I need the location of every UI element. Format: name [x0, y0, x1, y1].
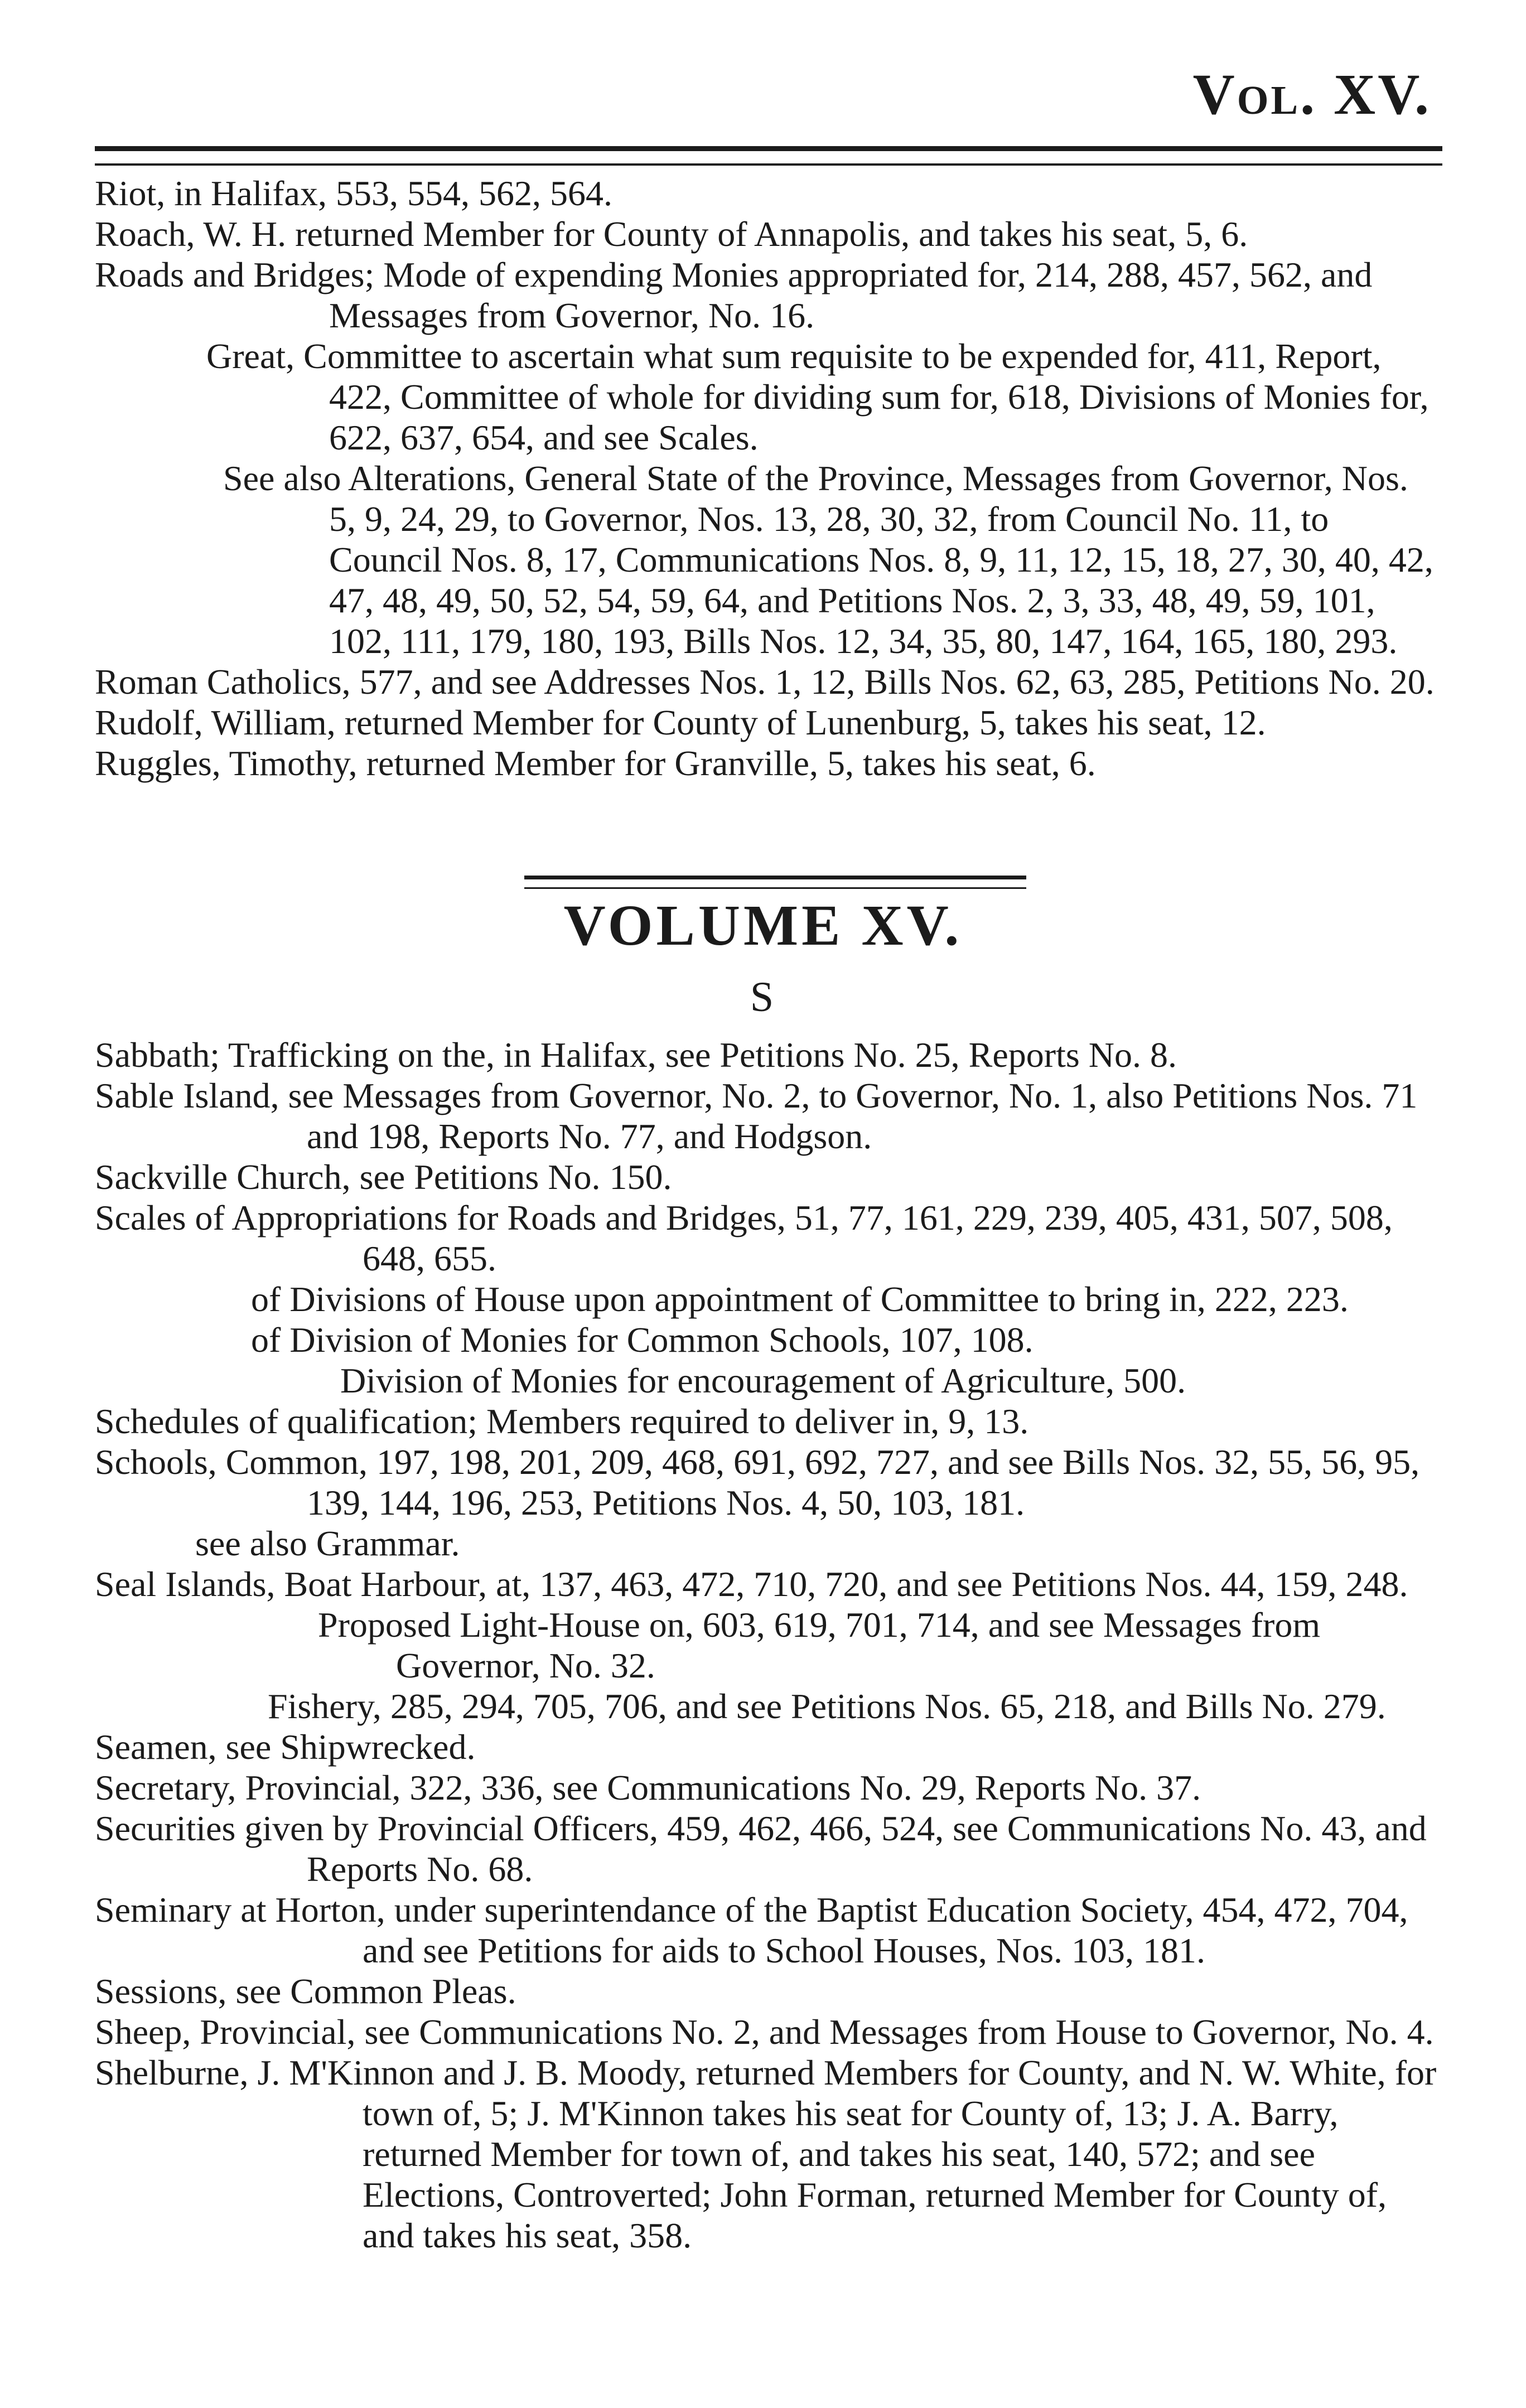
letter-heading: S: [750, 974, 776, 1021]
index-entry-shelburne: Shelburne, J. M'Kinnon and J. B. Moody, returned Members for County, and N. W. White, for town of, 5; J. M'Kinnon takes his seat for County of, 13; J. A. Barry, returned Member for town of, and takes his seat, 140, 572; and see Elections, Controverted; John Forman, returned Member for County of, and takes his seat, 358.: [95, 2053, 1437, 2255]
index-entry-scales: Scales of Appropriations for Roads and Bridges, 51, 77, 161, 229, 239, 405, 431, 507, 508, 648, 655.: [95, 1198, 1393, 1278]
index-entry-seminary: Seminary at Horton, under superintendance of the Baptist Education Society, 454, 472, 704, and see Petitions for aids to School Houses, Nos. 103, 181.: [95, 1890, 1408, 1970]
index-entry-seamen: Seamen, see Shipwrecked.: [95, 1727, 476, 1767]
index-entry-sable-island: Sable Island, see Messages from Governor, No. 2, to Governor, No. 1, also Petitions Nos. 71 and 198, Reports No. 77, and Hodgson.: [95, 1076, 1418, 1156]
index-entry-ruggles: Ruggles, Timothy, returned Member for Granville, 5, takes his seat, 6.: [95, 743, 1096, 783]
index-entry-rudolf: Rudolf, William, returned Member for County of Lunenburg, 5, takes his seat, 12.: [95, 703, 1266, 742]
index-entry-seal-islands: Seal Islands, Boat Harbour, at, 137, 463, 472, 710, 720, and see Petitions Nos. 44, 159, 248.: [95, 1564, 1408, 1604]
s-entries: [95, 1034, 1442, 2256]
index-entry-roman-catholics: Roman Catholics, 577, and see Addresses Nos. 1, 12, Bills Nos. 62, 63, 285, Petitions No. 20.: [95, 662, 1435, 702]
index-entry-sheep: Sheep, Provincial, see Communications No. 2, and Messages from House to Governor, No. 4.: [95, 2012, 1434, 2052]
index-entry-securities: Securities given by Provincial Officers, 459, 462, 466, 524, see Communications No. 43, and Reports No. 68.: [95, 1809, 1427, 1889]
index-entry-riot: Riot, in Halifax, 553, 554, 562, 564.: [95, 173, 612, 213]
volume-divider-rule: [524, 876, 1026, 889]
index-entry-schools: Schools, Common, 197, 198, 201, 209, 468, 691, 692, 727, and see Bills Nos. 32, 55, 56, 95, 139, 144, 196, 253, Petitions Nos. 4, 50, 103, 181.: [95, 1442, 1420, 1522]
index-entry-sabbath: Sabbath; Trafficking on the, in Halifax, see Petitions No. 25, Reports No. 8.: [95, 1035, 1177, 1075]
index-entry-secretary: Secretary, Provincial, 322, 336, see Communications No. 29, Reports No. 37.: [95, 1768, 1201, 1807]
index-entry-roach: Roach, W. H. returned Member for County of Annapolis, and takes his seat, 5, 6.: [95, 214, 1248, 254]
index-subentry-roads-see-also: See also Alterations, General State of the Province, Messages from Governor, Nos. 5, 9, 24, 29, to Governor, Nos. 13, 28, 30, 32, from Council No. 11, to Council Nos. 8, 17, Communications Nos. 8, 9, 11, 12, 15, 18, 27, 30, 40, 42, 47, 48, 49, 50, 52, 54, 59, 64, and Petitions Nos. 2, 3, 33, 48, 49, 59, 101, 102, 111, 179, 180, 193, Bills Nos. 12, 34, 35, 80, 147, 164, 165, 180, 293.: [223, 458, 1433, 661]
index-subentry-seal-islands-light-house: Proposed Light-House on, 603, 619, 701, 714, and see Messages from Governor, No. 32.: [318, 1605, 1321, 1685]
index-subentry-seal-islands-fishery: Fishery, 285, 294, 705, 706, and see Petitions Nos. 65, 218, and Bills No. 279.: [268, 1686, 1386, 1726]
index-entry-schedules: Schedules of qualification; Members required to deliver in, 9, 13.: [95, 1401, 1029, 1441]
index-subentry-scales-agriculture: Division of Monies for encouragement of Agriculture, 500.: [340, 1361, 1186, 1400]
index-subentry-roads-great: Great, Committee to ascertain what sum requisite to be expended for, 411, Report, 422, Committee of whole for dividing sum for, 618, Divisions of Monies for, 622, 637, 654, and see Scales.: [206, 336, 1429, 457]
index-subentry-scales-divisions-of-house: of Divisions of House upon appointment of Committee to bring in, 222, 223.: [251, 1279, 1349, 1319]
index-subentry-schools-grammar: see also Grammar.: [195, 1524, 460, 1563]
index-entry-sessions: Sessions, see Common Pleas.: [95, 1971, 516, 2011]
index-entry-roads-and-bridges: Roads and Bridges; Mode of expending Monies appropriated for, 214, 288, 457, 562, and Messages from Governor, No. 16.: [95, 255, 1373, 335]
index-subentry-scales-common-schools: of Division of Monies for Common Schools, 107, 108.: [251, 1320, 1034, 1360]
index-entry-sackville-church: Sackville Church, see Petitions No. 150.: [95, 1157, 672, 1197]
running-head: Vol. XV.: [1192, 62, 1431, 127]
header-double-rule: [95, 146, 1442, 166]
r-entries: [95, 173, 1442, 784]
volume-title: VOLUME XV.: [563, 893, 963, 958]
